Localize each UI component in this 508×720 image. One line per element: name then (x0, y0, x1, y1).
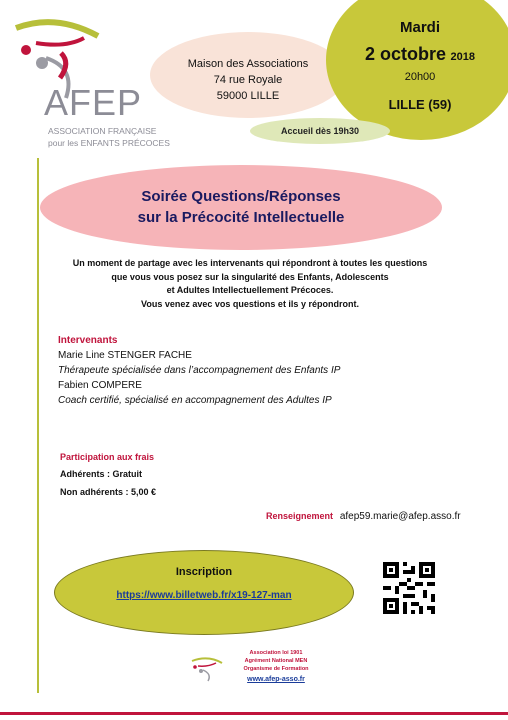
footer-line2: Agrément National MEN (244, 658, 308, 664)
intro-line: et Adultes Intellectuellement Précoces. (166, 285, 334, 295)
contact-email[interactable]: afep59.marie@afep.asso.fr (339, 511, 461, 522)
date-block (350, 18, 490, 112)
title-line2: sur la Précocité Intellectuelle (137, 209, 345, 226)
title-block (40, 186, 442, 228)
fees-section (60, 450, 320, 500)
intro-paragraph (40, 257, 460, 311)
footer-line3: Organisme de Formation (243, 666, 309, 672)
date-time: 20h00 (404, 71, 436, 83)
intro-line: Un moment de partage avec les intervenants qui répondront à toutes les questions (72, 258, 428, 268)
contact-label: Renseignement (266, 511, 334, 521)
title-line1: Soirée Questions/Réponses (141, 188, 341, 205)
fees-non-members: Non adhérents : 5,00 € (60, 487, 157, 497)
welcome-pill: Accueil dès 19h30 (250, 118, 390, 144)
date-weekday: Mardi (399, 19, 440, 36)
speaker-role: Coach certifié, spécialisé en accompagnement des Adultes IP (58, 395, 332, 406)
logo-line2: pour les ENFANTS PRÉCOCES (48, 138, 170, 148)
contact-line (266, 511, 461, 522)
venue-text (150, 56, 346, 104)
speaker-name: Marie Line STENGER FACHE (58, 350, 192, 361)
intro-line: Vous venez avec vos questions et ils y répondront. (141, 298, 359, 309)
date-location: LILLE (59) (388, 97, 452, 112)
registration-label: Inscription (175, 566, 233, 578)
venue-city: 59000 LILLE (216, 90, 280, 102)
intro-line: que vous vous posez sur la singularité des Enfants, Adolescents (111, 271, 389, 282)
logo-line1: ASSOCIATION FRANÇAISE (48, 126, 157, 136)
left-vertical-line (37, 158, 39, 693)
speakers-heading: Intervenants (58, 335, 118, 346)
fees-heading: Participation aux frais (60, 452, 155, 462)
bottom-line (0, 712, 508, 715)
venue-street: 74 rue Royale (213, 74, 283, 86)
speaker-role: Thérapeute spécialisée dans l’accompagnement des Enfants IP (58, 365, 341, 376)
footer-text (226, 649, 326, 684)
registration-link[interactable]: https://www.billetweb.fr/x19-127-man (116, 590, 292, 601)
footer-line1: Association loi 1901 (249, 650, 303, 656)
qr-code[interactable] (383, 562, 435, 614)
fees-members: Adhérents : Gratuit (60, 469, 143, 479)
logo-name: AFEP (44, 82, 143, 123)
qr-code-graphic (383, 562, 435, 614)
speaker-name: Fabien COMPERE (58, 380, 142, 391)
speakers-section (58, 333, 458, 408)
footer-logo-figure (190, 655, 230, 683)
date-day-month: 2 octobre (365, 44, 447, 64)
venue-name: Maison des Associations (187, 58, 309, 70)
date-year: 2018 (450, 51, 475, 63)
footer-logo (190, 655, 230, 683)
footer-website[interactable]: www.afep-asso.fr (247, 676, 305, 683)
